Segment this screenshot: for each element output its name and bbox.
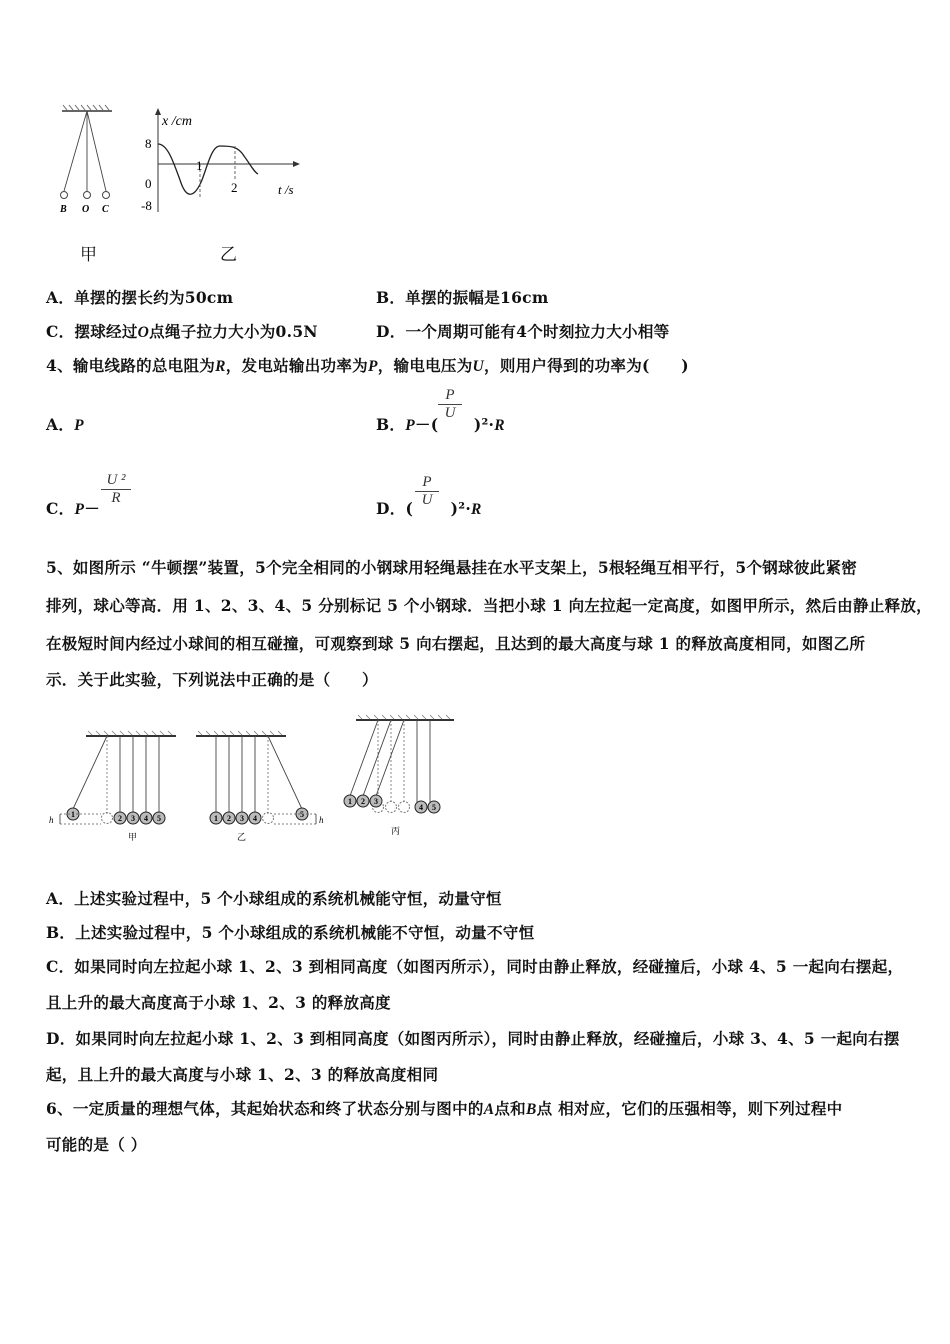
q4-b-numerator: P (445, 387, 455, 403)
cradle-bing-ball-4: 4 (419, 803, 423, 812)
graph-ytick-top: 8 (145, 136, 152, 151)
cradle-label-bing: 丙 (391, 826, 401, 836)
q5-option-b[interactable]: B．上述实验过程中，5 个小球组成的系统机械能不守恒，动量不守恒 (46, 923, 535, 942)
q5-stem-line4: 示．关于此实验，下列说法中正确的是（ ） (46, 670, 378, 689)
q4-option-b-fraction (438, 387, 462, 422)
graph-xlabel: t /s (278, 182, 294, 197)
cradle-bing (344, 715, 454, 836)
graph-xtick-1: 1 (196, 158, 203, 173)
cradle-jia-h: h (49, 815, 54, 825)
pendulum-label-b: B (60, 204, 67, 215)
q4-c-denominator: R (111, 490, 121, 506)
q4-option-d[interactable]: D．( )²·R (376, 499, 482, 518)
cradle-label-jia: 甲 (128, 832, 138, 842)
graph-xtick-2: 2 (231, 180, 238, 195)
q4-c-numerator: U ² (106, 472, 126, 488)
graph-ytick-bottom: -8 (141, 198, 152, 213)
cradle-bing-ball-3: 3 (374, 797, 378, 806)
q5-stem-line2: 排列，球心等高．用 1、2、3、4、5 分别标记 5 个小钢球．当把小球 1 向左拉起一定高度，如图甲所示，然后由静止释放， (46, 596, 932, 615)
q5-stem-line1: 5、如图所示 “牛顿摆”装置，5个完全相同的小钢球用轻绳悬挂在水平支架上，5根轻绳互相平行，5个钢球彼此紧密 (46, 558, 858, 577)
pendulum-label-o: O (82, 204, 90, 215)
pendulum-label-c: C (102, 204, 109, 215)
q3-option-b[interactable]: B．单摆的振幅是16cm (376, 288, 549, 307)
q5-option-d-line2: 起，且上升的最大高度与小球 1、2、3 的释放高度相同 (46, 1065, 439, 1084)
q4-option-b[interactable]: B．P－( )²·R (376, 415, 505, 434)
figure-label-yi: 乙 (220, 245, 238, 265)
graph-origin: 0 (145, 176, 152, 191)
cradle-jia (49, 731, 176, 842)
cradle-jia-ball-2: 2 (118, 814, 122, 823)
q5-stem-line3: 在极短时间内经过小球间的相互碰撞，可观察到球 5 向右摆起，且达到的最大高度与球 1 的释放高度相同，如图乙所 (46, 634, 866, 653)
figure-label-jia: 甲 (80, 245, 98, 265)
cradle-yi-ball-1: 1 (214, 814, 218, 823)
q5-option-c-line2: 且上升的最大高度高于小球 1、2、3 的释放高度 (46, 993, 391, 1012)
cradle-yi-ball-3: 3 (240, 814, 244, 823)
q6-stem-line2: 可能的是（ ） (46, 1135, 147, 1154)
q4-option-c-fraction (101, 472, 131, 507)
q4-option-a[interactable]: A．P (46, 415, 84, 434)
cradle-jia-ball-5: 5 (157, 814, 161, 823)
q4-d-denominator: U (421, 492, 433, 508)
q5-option-c-line1[interactable]: C．如果同时向左拉起小球 1、2、3 到相同高度（如图丙所示），同时由静止释放，经碰撞后，小球 4、5 一起向右摆起， (46, 957, 904, 976)
x-t-graph (140, 106, 310, 216)
q4-stem: 4、输电线路的总电阻为R，发电站输出功率为P，输电电压为U，则用户得到的功率为( ) (46, 356, 689, 375)
cradle-label-yi: 乙 (237, 832, 247, 842)
cradle-bing-ball-1: 1 (348, 797, 352, 806)
cradle-yi (196, 731, 324, 842)
q6-stem-line1: 6、一定质量的理想气体，其起始状态和终了状态分别与图中的A点和B点 相对应，它们的压强相等，则下列过程中 (46, 1099, 843, 1118)
cradle-yi-ball-4: 4 (253, 814, 257, 823)
cradle-yi-h: h (319, 815, 324, 825)
q3-option-d[interactable]: D．一个周期可能有4个时刻拉力大小相等 (376, 322, 670, 341)
cradle-bing-ball-2: 2 (361, 797, 365, 806)
cradle-jia-ball-1: 1 (71, 810, 75, 819)
q3-option-c[interactable]: C．摆球经过O点绳子拉力大小为0.5N (46, 322, 318, 341)
q4-option-d-fraction (415, 474, 439, 509)
q3-option-a[interactable]: A．单摆的摆长约为50cm (46, 288, 234, 307)
pendulum-figure (50, 100, 130, 220)
cradle-jia-ball-4: 4 (144, 814, 148, 823)
q4-d-numerator: P (422, 474, 432, 490)
q4-option-c[interactable]: C．P－ (46, 499, 101, 518)
q5-option-a[interactable]: A．上述实验过程中，5 个小球组成的系统机械能守恒，动量守恒 (46, 889, 502, 908)
graph-ylabel: x /cm (162, 114, 192, 129)
newtons-cradle-figure (46, 712, 466, 847)
q5-option-d-line1[interactable]: D．如果同时向左拉起小球 1、2、3 到相同高度（如图丙所示），同时由静止释放，经碰撞后，小球 3、4、5 一起向右摆 (46, 1029, 900, 1048)
cradle-yi-ball-5: 5 (300, 810, 304, 819)
cradle-jia-ball-3: 3 (131, 814, 135, 823)
q4-b-denominator: U (444, 405, 456, 421)
cradle-yi-ball-2: 2 (227, 814, 231, 823)
cradle-bing-ball-5: 5 (432, 803, 436, 812)
